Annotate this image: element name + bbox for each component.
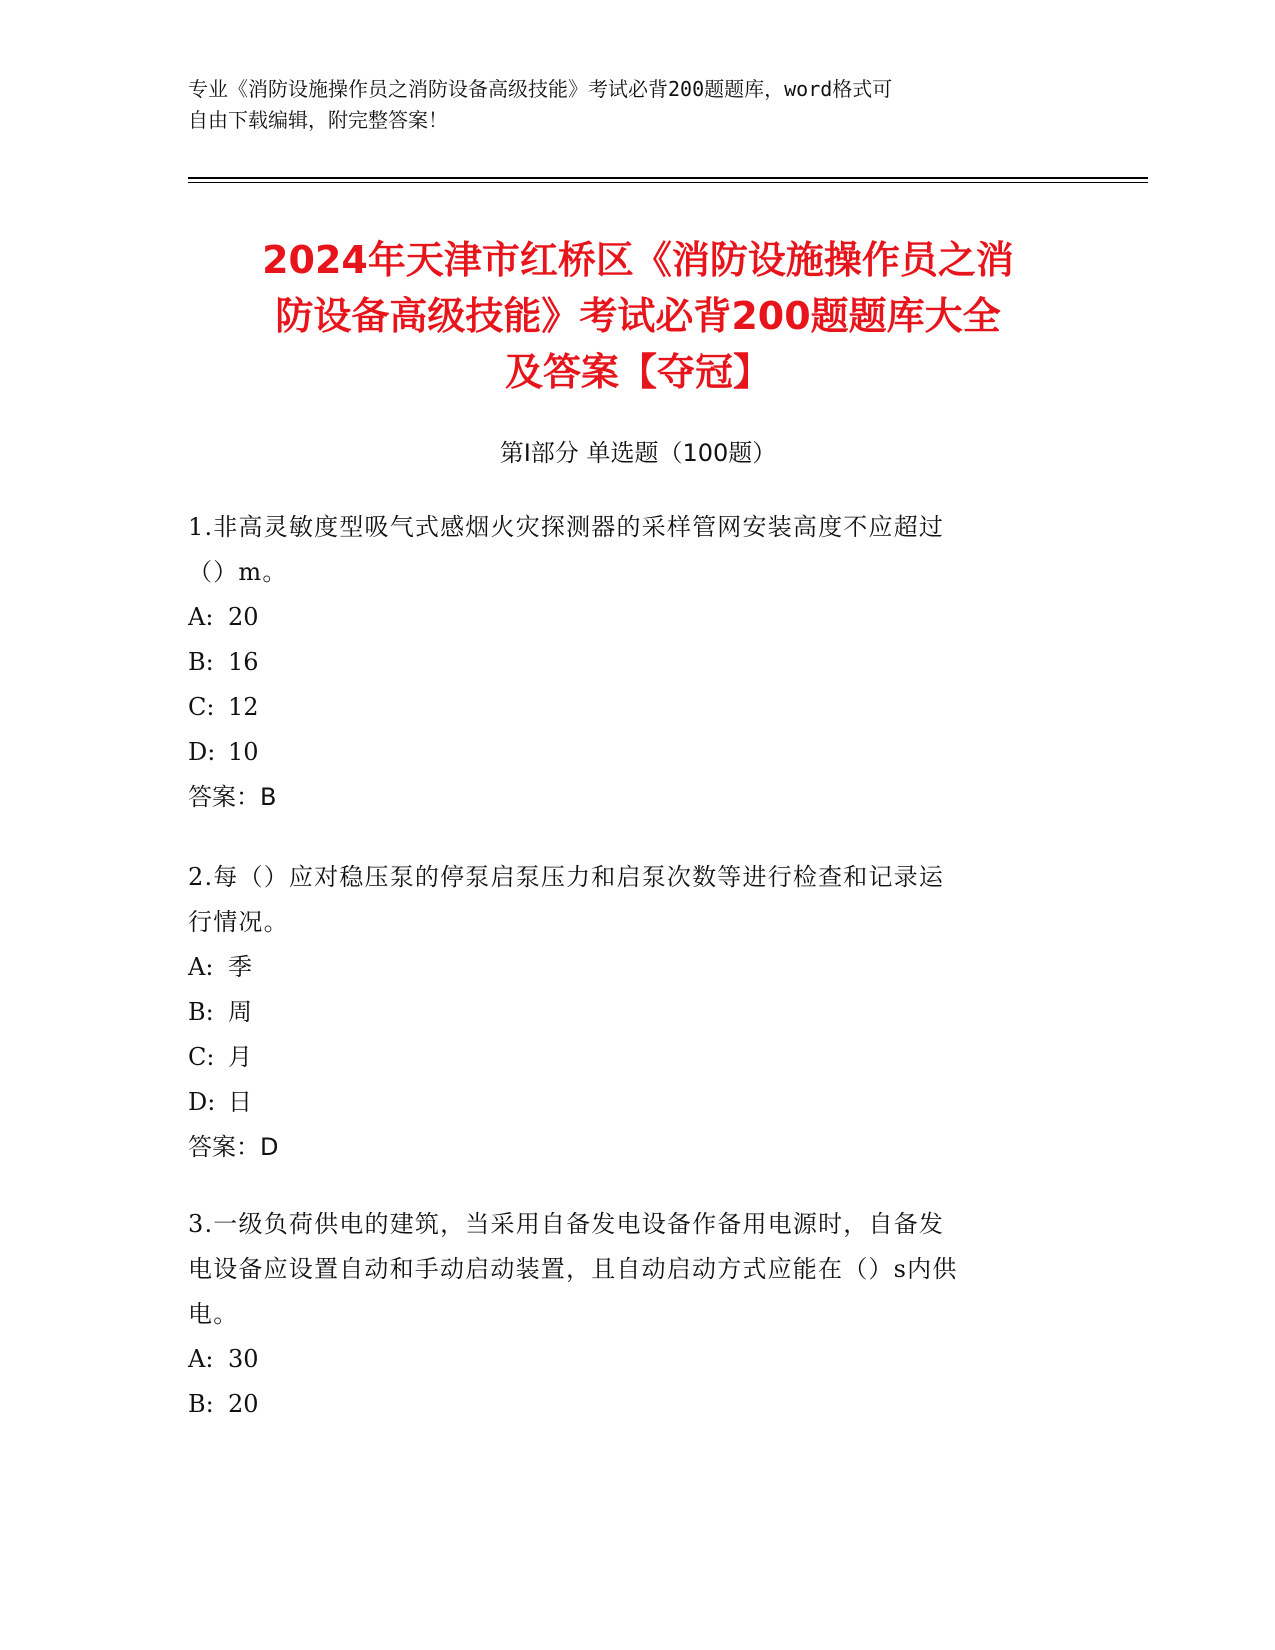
- option-a: [188, 945, 1088, 990]
- option-a: [188, 1337, 1088, 1382]
- option-c: [188, 685, 1088, 730]
- title-line: 及答案【夺冠】: [504, 350, 771, 394]
- stem-line: 电。: [188, 1300, 239, 1328]
- option-text: 20: [228, 1390, 259, 1418]
- option-letter: D:: [188, 1088, 216, 1116]
- question-stem: [188, 1202, 1088, 1337]
- title-line: 2024年天津市红桥区《消防设施操作员之消: [262, 238, 1014, 282]
- question-stem: [188, 505, 1088, 595]
- option-text: 16: [228, 648, 259, 676]
- section-heading: 第Ⅰ部分 单选题（100题）: [499, 439, 777, 467]
- stem-line: 1.非高灵敏度型吸气式感烟火灾探测器的采样管网安装高度不应超过: [188, 513, 945, 541]
- option-b: [188, 1382, 1088, 1427]
- option-letter: B:: [188, 648, 214, 676]
- option-d: [188, 1080, 1088, 1125]
- option-letter: C:: [188, 1043, 215, 1071]
- option-text: 日: [228, 1088, 252, 1116]
- option-text: 12: [228, 693, 259, 721]
- option-text: 月: [228, 1043, 252, 1071]
- header-divider-thin: [188, 182, 1148, 183]
- stem-line: 电设备应设置自动和手动启动装置，且自动启动方式应能在（）s内供: [188, 1255, 958, 1283]
- option-text: 20: [228, 603, 259, 631]
- stem-line: 行情况。: [188, 908, 289, 936]
- option-letter: A:: [188, 953, 214, 981]
- answer-line: 答案：B: [188, 783, 277, 811]
- title-line: 防设备高级技能》考试必背200题题库大全: [275, 294, 1001, 338]
- answer-line: 答案：D: [188, 1133, 279, 1161]
- header-note: [188, 74, 1068, 136]
- option-b: [188, 640, 1088, 685]
- option-b: [188, 990, 1088, 1035]
- question-2: [188, 855, 1088, 1170]
- option-text: 周: [228, 998, 252, 1026]
- option-letter: A:: [188, 1345, 214, 1373]
- header-note-line: 自由下载编辑，附完整答案！: [188, 108, 448, 132]
- option-a: [188, 595, 1088, 640]
- option-d: [188, 730, 1088, 775]
- option-text: 10: [228, 738, 259, 766]
- question-stem: [188, 855, 1088, 945]
- document-title: [188, 232, 1088, 400]
- stem-line: 2.每（）应对稳压泵的停泵启泵压力和启泵次数等进行检查和记录运: [188, 863, 945, 891]
- option-c: [188, 1035, 1088, 1080]
- option-text: 30: [228, 1345, 259, 1373]
- question-3: [188, 1202, 1088, 1427]
- option-letter: D:: [188, 738, 216, 766]
- question-1: [188, 505, 1088, 820]
- stem-line: 3.一级负荷供电的建筑，当采用自备发电设备作备用电源时，自备发: [188, 1210, 945, 1238]
- option-letter: B:: [188, 998, 214, 1026]
- option-letter: C:: [188, 693, 215, 721]
- stem-line: （）m。: [188, 558, 288, 586]
- header-note-line: 专业《消防设施操作员之消防设备高级技能》考试必背200题题库，word格式可: [188, 77, 893, 101]
- option-letter: A:: [188, 603, 214, 631]
- header-divider-thick: [188, 177, 1148, 179]
- option-letter: B:: [188, 1390, 214, 1418]
- option-text: 季: [228, 953, 252, 981]
